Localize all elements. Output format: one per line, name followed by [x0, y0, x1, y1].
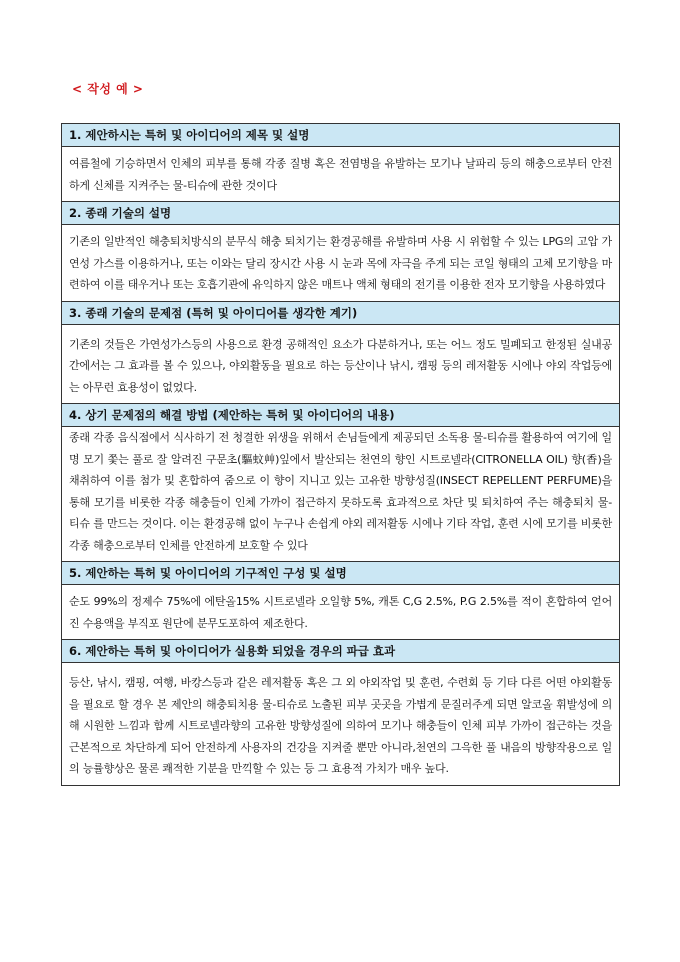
section-3-body: 기존의 것들은 가연성가스등의 사용으로 환경 공해적인 요소가 다분하거나, 또는 어느 정도 밀폐되고 한정된 실내공간에서는 그 효과를 볼 수 있으나, 야외활동을 필요로 하는 등산이나 낚시, 캠핑 등의 레저활동 시에나 야외 작업등에는 아무런 효용성이 없었다. [62, 324, 620, 404]
section-3-content [62, 324, 620, 404]
section-6-header [62, 640, 620, 663]
section-5-header [62, 562, 620, 585]
section-1-header [62, 124, 620, 147]
section-6-heading: 6. 제안하는 특허 및 아이디어가 실용화 되었을 경우의 파급 효과 [62, 640, 620, 663]
section-2-heading: 2. 종래 기술의 설명 [62, 202, 620, 225]
section-6-body: 등산, 낚시, 캠핑, 여행, 바캉스등과 같은 레저활동 혹은 그 외 야외작업 및 훈련, 수련회 등 기타 다른 어떤 야외활동을 필요로 할 경우 본 제안의 해충퇴치용 물-티슈로 노출된 피부 곳곳을 가볍게 문질러주게 되면 알코올 휘발성에 의해 시원한 느낌과 함께 시트로넬라향의 고유한 방향성질에 의하여 모기나 해충들이 인체 피부 가까이 접근하는 것을 근본적으로 차단하게 되어 안전하게 사용자의 건강을 지켜줄 뿐만 아니라,천연의 그윽한 풀 내음의 방향작용으로 일의 능률향상은 물론 쾌적한 기분을 만끽할 수 있는 등 그 효용적 가치가 매우 높다. [62, 663, 620, 786]
section-4-heading: 4. 상기 문제점의 해결 방법 (제안하는 특허 및 아이디어의 내용) [62, 404, 620, 427]
section-4-content [62, 427, 620, 562]
section-3-header [62, 301, 620, 324]
section-3-heading: 3. 종래 기술의 문제점 (특허 및 아이디어를 생각한 계기) [62, 301, 620, 324]
proposal-form-table [61, 123, 620, 786]
section-4-body: 종래 각종 음식점에서 식사하기 전 청결한 위생을 위해서 손님들에게 제공되던 소독용 물-티슈를 활용하여 여기에 일명 모기 쫓는 풀로 잘 알려진 구문초(驅蚊艸)잎에서 발산되는 천연의 향인 시트로넬라(CITRONELLA OIL) 향(香)을 채취하여 이를 첨가 및 혼합하여 줌으로 이 향이 지니고 있는 고유한 방향성질(INSECT REPELLENT PERFUME)을 통해 모기를 비롯한 각종 해충들이 인체 가까이 접근하지 못하도록 효과적으로 차단 및 퇴치하여 주는 해충퇴치 물-티슈 를 만드는 것이다. 이는 환경공해 없이 누구나 손쉽게 야외 레저활동 시에나 기타 작업, 훈련 시에 모기를 비롯한 각종 해충으로부터 인체를 안전하게 보호할 수 있다 [62, 427, 620, 562]
section-2-body: 기존의 일반적인 해충퇴치방식의 분무식 해충 퇴치기는 환경공해를 유발하며 사용 시 위험할 수 있는 LPG의 고압 가연성 가스를 이용하거나, 또는 이와는 달리 장시간 사용 시 눈과 목에 자극을 주게 되는 코일 형태의 고체 모기향을 마련하여 이를 태우거나 또는 호흡기관에 유익하지 않은 매트나 액체 형태의 전기를 이용한 전자 모기향을 사용하였다 [62, 225, 620, 302]
section-5-content [62, 585, 620, 640]
section-1-body: 여름철에 기승하면서 인체의 피부를 통해 각종 질병 혹은 전염병을 유발하는 모기나 날파리 등의 해충으로부터 안전하게 신체를 지켜주는 물-티슈에 관한 것이다 [62, 147, 620, 202]
section-4-header [62, 404, 620, 427]
example-title: < 작성 예 > [72, 82, 144, 96]
section-5-body: 순도 99%의 정제수 75%에 에탄올15% 시트로넬라 오일향 5%, 캐톤 C,G 2.5%, P.G 2.5%를 적이 혼합하여 얻어진 수용액을 부직포 원단에 분무도포하여 제조한다. [62, 585, 620, 640]
section-5-heading: 5. 제안하는 특허 및 아이디어의 기구적인 구성 및 설명 [62, 562, 620, 585]
section-2-header [62, 202, 620, 225]
section-2-content [62, 225, 620, 302]
section-1-content [62, 147, 620, 202]
section-1-heading: 1. 제안하시는 특허 및 아이디어의 제목 및 설명 [62, 124, 620, 147]
section-6-content [62, 663, 620, 786]
